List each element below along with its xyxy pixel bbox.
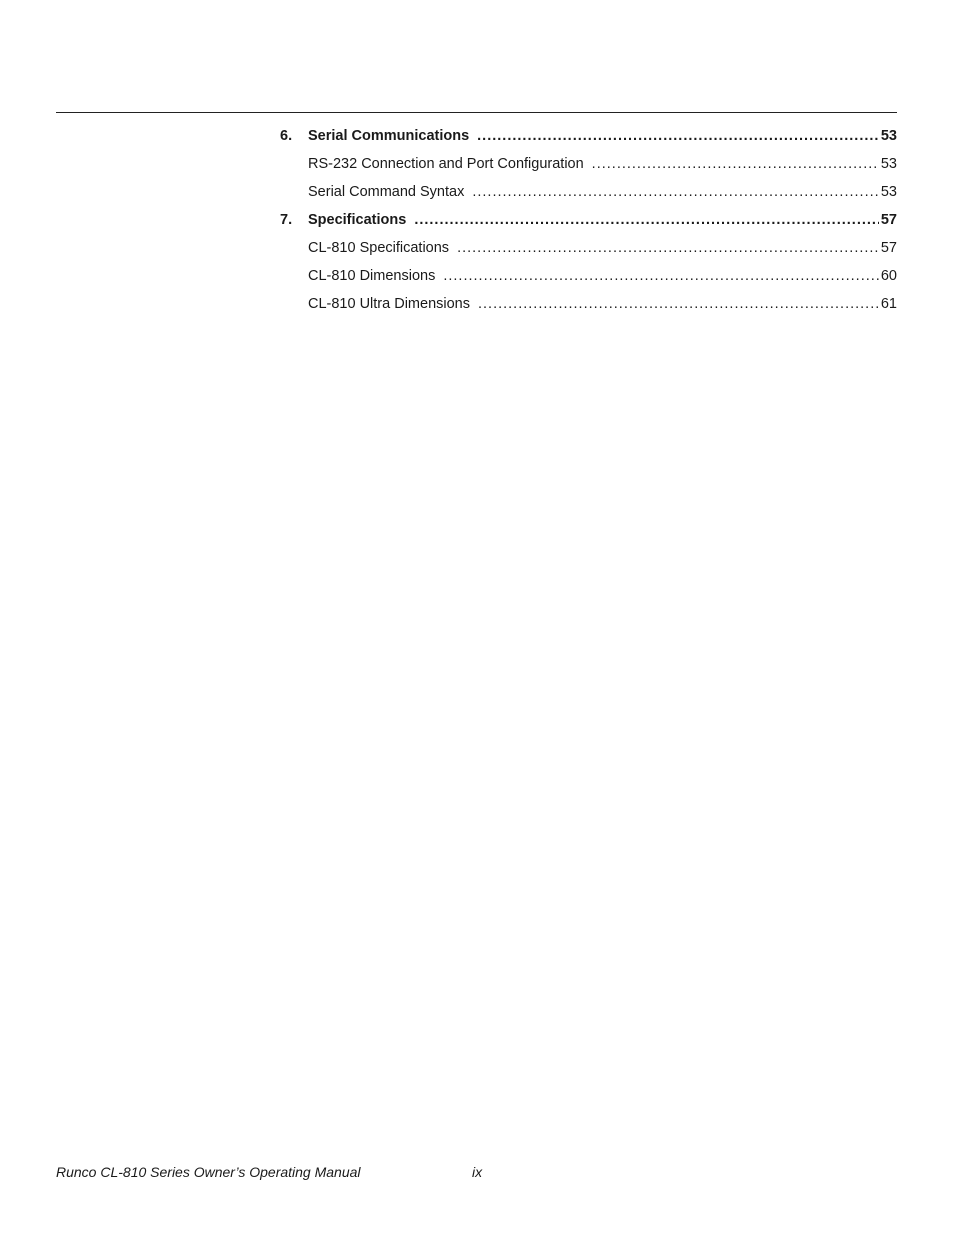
toc-dot-leader xyxy=(414,206,879,234)
table-of-contents xyxy=(280,122,897,318)
toc-entry-cl810-specifications[interactable] xyxy=(280,234,897,262)
toc-page-number[interactable]: 61 xyxy=(880,296,897,312)
footer-page-number: ix xyxy=(472,1164,483,1180)
toc-chapter-number: 6. xyxy=(280,128,293,144)
toc-chapter-number: 7. xyxy=(280,212,293,228)
toc-entry-title[interactable]: Serial Command Syntax xyxy=(308,184,465,200)
header-rule xyxy=(56,112,897,113)
toc-dot-leader xyxy=(592,150,879,178)
footer-manual-title: Runco CL-810 Series Owner’s Operating Manual xyxy=(56,1164,361,1180)
toc-entry-serial-command-syntax[interactable] xyxy=(280,178,897,206)
toc-dot-leader xyxy=(457,234,879,262)
toc-entry-title[interactable]: RS-232 Connection and Port Configuration xyxy=(308,156,584,172)
toc-dot-leader xyxy=(477,122,879,150)
toc-entry-title[interactable]: Specifications xyxy=(308,212,407,228)
toc-entry-serial-communications[interactable] xyxy=(280,122,897,150)
toc-entry-cl810-ultra-dimensions[interactable] xyxy=(280,290,897,318)
toc-page-number[interactable]: 60 xyxy=(880,268,897,284)
toc-dot-leader xyxy=(472,178,879,206)
toc-page-number[interactable]: 57 xyxy=(880,240,897,256)
toc-dot-leader xyxy=(478,290,879,318)
toc-dot-leader xyxy=(443,262,879,290)
toc-entry-specifications[interactable] xyxy=(280,206,897,234)
toc-page-number[interactable]: 53 xyxy=(880,156,897,172)
toc-entry-rs232-connection[interactable] xyxy=(280,150,897,178)
toc-page-number[interactable]: 53 xyxy=(880,184,897,200)
toc-entry-title[interactable]: CL-810 Dimensions xyxy=(308,268,436,284)
toc-entry-title[interactable]: CL-810 Ultra Dimensions xyxy=(308,296,470,312)
toc-page-number[interactable]: 53 xyxy=(880,128,897,144)
toc-page-number[interactable]: 57 xyxy=(880,212,897,228)
toc-entry-title[interactable]: CL-810 Specifications xyxy=(308,240,450,256)
toc-entry-cl810-dimensions[interactable] xyxy=(280,262,897,290)
toc-entry-title[interactable]: Serial Communications xyxy=(308,128,470,144)
